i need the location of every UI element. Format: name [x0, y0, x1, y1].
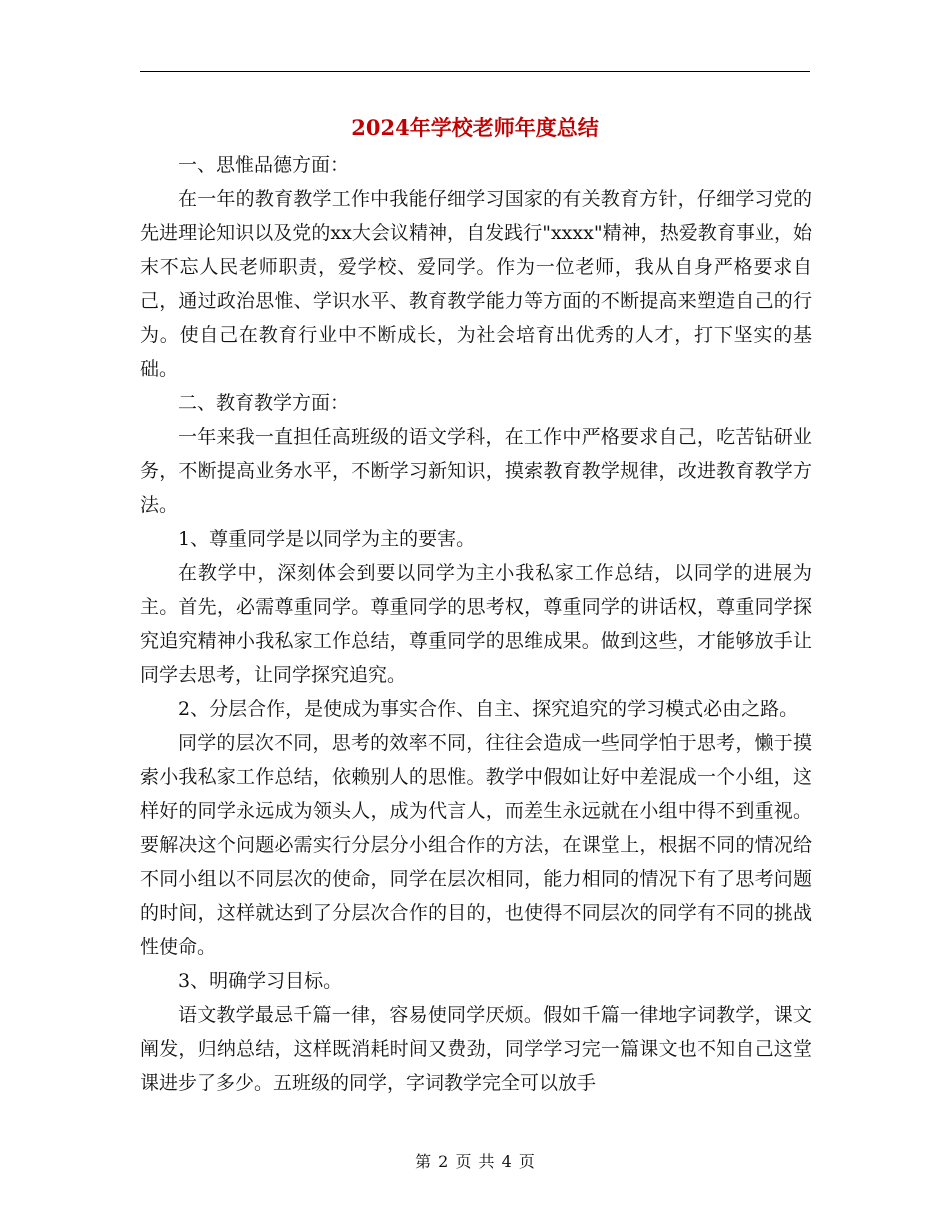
document-title: 2024年学校老师年度总结	[351, 115, 599, 140]
paragraph: 同学的层次不同，思考的效率不同，往往会造成一些同学怕于思考，懒于摸索小我私家工作总结，依赖别人的思惟。教学中假如让好中差混成一个小组，这样好的同学永远成为领头人，成为代言人，而差生永远就在小组中得不到重视。要解决这个问题必需实行分层分小组合作的方法，在课堂上，根据不同的情况给不同小组以不同层次的使命，同学在层次相同，能力相同的情况下有了思考问题的时间，这样就达到了分层次合作的目的，也使得不同层次的同学有不同的挑战性使命。	[140, 732, 812, 958]
paragraph-subheading: 1、尊重同学是以同学为主的要害。	[178, 528, 476, 550]
paragraph-subheading: 3、明确学习目标。	[178, 970, 343, 992]
paragraph: 一年来我一直担任高班级的语文学科，在工作中严格要求自己，吃苦钻研业务，不断提高业务水平，不断学习新知识，摸索教育教学规律，改进教育教学方法。	[140, 426, 812, 516]
paragraph-section-heading: 二、教育教学方面：	[178, 392, 350, 414]
paragraph: 在教学中，深刻体会到要以同学为主小我私家工作总结，以同学的进展为主。首先，必需尊重同学。尊重同学的思考权，尊重同学的讲话权，尊重同学探究追究精神小我私家工作总结，尊重同学的思维成果。做到这些，才能够放手让同学去思考，让同学探究追究。	[140, 562, 812, 686]
document-body	[140, 148, 812, 1100]
paragraph-subheading: 2、分层合作，是使成为事实合作、自主、探究追究的学习模式必由之路。	[178, 698, 799, 720]
paragraph: 语文教学最忌千篇一律，容易使同学厌烦。假如千篇一律地字词教学，课文阐发，归纳总结，这样既消耗时间又费劲，同学学习完一篇课文也不知自己这堂课进步了多少。五班级的同学，字词教学完全可以放手	[140, 1004, 812, 1094]
header-rule	[140, 71, 810, 72]
paragraph: 在一年的教育教学工作中我能仔细学习国家的有关教育方针，仔细学习党的先进理论知识以及党的xx大会议精神，自发践行"xxxx"精神，热爱教育事业，始末不忘人民老师职责，爱学校、爱同学。作为一位老师，我从自身严格要求自己，通过政治思惟、学识水平、教育教学能力等方面的不断提高来塑造自己的行为。使自己在教育行业中不断成长，为社会培育出优秀的人才，打下坚实的基础。	[140, 188, 812, 380]
paragraph-section-heading: 一、思惟品德方面：	[178, 154, 350, 176]
page-number-footer: 第 2 页 共 4 页	[415, 1152, 535, 1171]
